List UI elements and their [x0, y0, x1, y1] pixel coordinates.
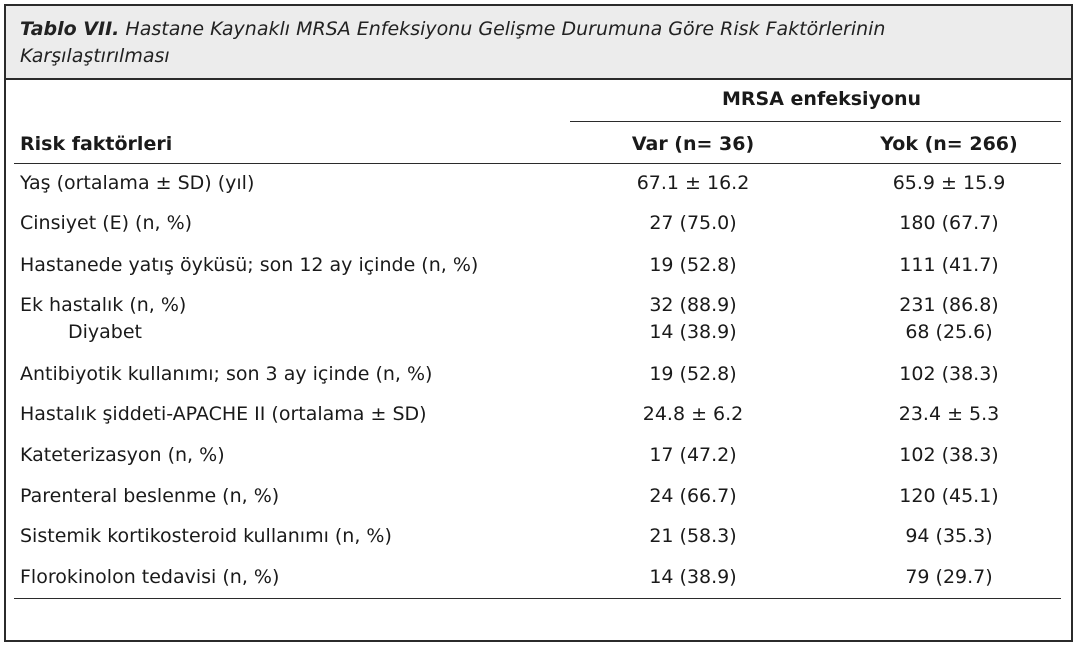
table-cell-var: 21 (58.3) [649, 525, 737, 547]
table-row-label: Cinsiyet (E) (n, %) [20, 212, 193, 234]
table-row-label: Hastalık şiddeti-APACHE II (ortalama ± SD) [20, 403, 427, 425]
table-row-label: Yaş (ortalama ± SD) (yıl) [20, 172, 255, 194]
table-row-label: Sistemik kortikosteroid kullanımı (n, %) [20, 525, 392, 547]
table-row-label: Parenteral beslenme (n, %) [20, 485, 280, 507]
table-row-sublabel: Diyabet [68, 321, 142, 343]
table-cell-yok: 111 (41.7) [899, 254, 999, 276]
table-row-label: Florokinolon tedavisi (n, %) [20, 566, 280, 588]
table-cell-var: 14 (38.9) [649, 566, 737, 588]
col-header-var: Var (n= 36) [631, 133, 755, 155]
table-cell-var: 27 (75.0) [649, 212, 737, 234]
table-cell-var: 32 (88.9) [649, 294, 737, 316]
table-row-label: Antibiyotik kullanımı; son 3 ay içinde (n, %) [20, 363, 433, 385]
table-cell-yok: 65.9 ± 15.9 [892, 172, 1006, 194]
table-caption [6, 6, 1071, 78]
group-header-rule [570, 121, 1061, 122]
caption-text-line1: Hastane Kaynaklı MRSA Enfeksiyonu Gelişme Durumuna Göre Risk Faktörlerinin [125, 18, 886, 40]
col-header-yok: Yok (n= 266) [880, 133, 1018, 155]
table-cell-var: 19 (52.8) [649, 363, 737, 385]
table-frame [4, 4, 1073, 642]
table-cell-yok: 120 (45.1) [899, 485, 999, 507]
table-cell-yok: 94 (35.3) [905, 525, 993, 547]
table-bottom-rule [14, 598, 1061, 599]
table-cell-var: 14 (38.9) [649, 321, 737, 343]
table-cell-yok: 79 (29.7) [905, 566, 993, 588]
table-cell-yok: 180 (67.7) [899, 212, 999, 234]
table-cell-var: 67.1 ± 16.2 [636, 172, 750, 194]
caption-text-line2: Karşılaştırılması [20, 45, 170, 67]
table-cell-var: 19 (52.8) [649, 254, 737, 276]
table-cell-var: 17 (47.2) [649, 444, 737, 466]
table-cell-yok: 102 (38.3) [899, 444, 999, 466]
table-row-label: Hastanede yatış öyküsü; son 12 ay içinde (n, %) [20, 254, 479, 276]
table-cell-var: 24.8 ± 6.2 [642, 403, 744, 425]
table-row-label: Ek hastalık (n, %) [20, 294, 187, 316]
table-cell-var: 24 (66.7) [649, 485, 737, 507]
caption-label: Tablo VII. [20, 18, 120, 40]
table-row-label: Kateterizasyon (n, %) [20, 444, 225, 466]
table-cell-yok: 23.4 ± 5.3 [898, 403, 1000, 425]
caption-bottom-rule [6, 78, 1071, 80]
table-cell-yok: 231 (86.8) [899, 294, 999, 316]
col-header-risk: Risk faktörleri [20, 133, 173, 155]
group-header: MRSA enfeksiyonu [722, 88, 922, 110]
header-bottom-rule [14, 163, 1061, 164]
table-cell-yok: 102 (38.3) [899, 363, 999, 385]
table-cell-yok: 68 (25.6) [905, 321, 993, 343]
